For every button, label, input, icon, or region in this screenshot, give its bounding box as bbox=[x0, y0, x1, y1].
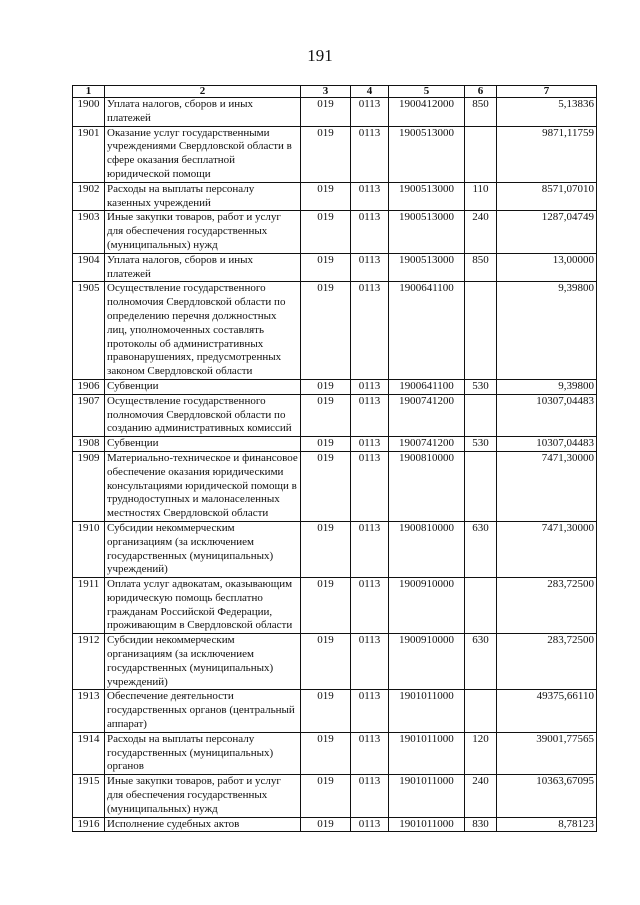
row-number: 1906 bbox=[73, 379, 105, 394]
section-code: 0113 bbox=[351, 126, 389, 182]
amount: 39001,77565 bbox=[497, 732, 597, 774]
column-header: 1 bbox=[73, 86, 105, 98]
target-item-code: 1900513000 bbox=[389, 182, 465, 211]
expense-type-code bbox=[465, 126, 497, 182]
row-number: 1904 bbox=[73, 253, 105, 282]
target-item-code: 1900910000 bbox=[389, 634, 465, 690]
column-header: 2 bbox=[105, 86, 301, 98]
row-name: Субсидии некоммерческим организациям (за исключением государственных (муниципальных) учреждений) bbox=[105, 521, 301, 577]
row-name: Субвенции bbox=[105, 437, 301, 452]
amount: 9,39800 bbox=[497, 282, 597, 380]
table-row bbox=[73, 394, 597, 436]
section-code: 0113 bbox=[351, 451, 389, 521]
row-name: Оплата услуг адвокатам, оказывающим юридическую помощь бесплатно гражданам Российской Федерации, проживающим в Свердловской области bbox=[105, 578, 301, 634]
target-item-code: 1900513000 bbox=[389, 126, 465, 182]
ministry-code: 019 bbox=[301, 578, 351, 634]
amount: 8,78123 bbox=[497, 817, 597, 832]
table-row bbox=[73, 578, 597, 634]
ministry-code: 019 bbox=[301, 732, 351, 774]
amount: 8571,07010 bbox=[497, 182, 597, 211]
section-code: 0113 bbox=[351, 182, 389, 211]
ministry-code: 019 bbox=[301, 126, 351, 182]
amount: 13,00000 bbox=[497, 253, 597, 282]
section-code: 0113 bbox=[351, 732, 389, 774]
row-number: 1915 bbox=[73, 775, 105, 817]
table-row bbox=[73, 732, 597, 774]
expense-type-code: 850 bbox=[465, 98, 497, 127]
amount: 9871,11759 bbox=[497, 126, 597, 182]
table-row bbox=[73, 98, 597, 127]
table-row bbox=[73, 817, 597, 832]
amount: 283,72500 bbox=[497, 578, 597, 634]
table-header-row bbox=[73, 86, 597, 98]
amount: 1287,04749 bbox=[497, 211, 597, 253]
ministry-code: 019 bbox=[301, 394, 351, 436]
ministry-code: 019 bbox=[301, 521, 351, 577]
ministry-code: 019 bbox=[301, 437, 351, 452]
expense-type-code bbox=[465, 394, 497, 436]
section-code: 0113 bbox=[351, 775, 389, 817]
amount: 7471,30000 bbox=[497, 521, 597, 577]
ministry-code: 019 bbox=[301, 379, 351, 394]
expense-type-code: 240 bbox=[465, 211, 497, 253]
row-name: Оказание услуг государственными учреждениями Свердловской области в сфере оказания бесплатной юридической помощи bbox=[105, 126, 301, 182]
row-name: Субсидии некоммерческим организациям (за исключением государственных (муниципальных) учреждений) bbox=[105, 634, 301, 690]
column-header: 3 bbox=[301, 86, 351, 98]
row-number: 1914 bbox=[73, 732, 105, 774]
expense-type-code: 850 bbox=[465, 253, 497, 282]
row-name: Материально-техническое и финансовое обеспечение оказания юридическими консультациями юридической помощи в труднодоступных и малонаселенных местностях Свердловской области bbox=[105, 451, 301, 521]
amount: 49375,66110 bbox=[497, 690, 597, 732]
section-code: 0113 bbox=[351, 98, 389, 127]
row-name: Уплата налогов, сборов и иных платежей bbox=[105, 98, 301, 127]
amount: 7471,30000 bbox=[497, 451, 597, 521]
expense-type-code: 630 bbox=[465, 634, 497, 690]
row-name: Обеспечение деятельности государственных органов (центральный аппарат) bbox=[105, 690, 301, 732]
section-code: 0113 bbox=[351, 253, 389, 282]
row-name: Исполнение судебных актов bbox=[105, 817, 301, 832]
section-code: 0113 bbox=[351, 634, 389, 690]
ministry-code: 019 bbox=[301, 690, 351, 732]
row-name: Иные закупки товаров, работ и услуг для обеспечения государственных (муниципальных) нужд bbox=[105, 211, 301, 253]
table-row bbox=[73, 775, 597, 817]
expense-type-code bbox=[465, 578, 497, 634]
row-number: 1916 bbox=[73, 817, 105, 832]
target-item-code: 1900741200 bbox=[389, 394, 465, 436]
target-item-code: 1901011000 bbox=[389, 775, 465, 817]
expense-type-code: 530 bbox=[465, 437, 497, 452]
target-item-code: 1900641100 bbox=[389, 282, 465, 380]
section-code: 0113 bbox=[351, 437, 389, 452]
section-code: 0113 bbox=[351, 282, 389, 380]
target-item-code: 1900810000 bbox=[389, 451, 465, 521]
expense-type-code: 240 bbox=[465, 775, 497, 817]
ministry-code: 019 bbox=[301, 98, 351, 127]
column-header: 7 bbox=[497, 86, 597, 98]
column-header: 5 bbox=[389, 86, 465, 98]
ministry-code: 019 bbox=[301, 775, 351, 817]
table-row bbox=[73, 182, 597, 211]
ministry-code: 019 bbox=[301, 451, 351, 521]
table-body bbox=[73, 98, 597, 832]
ministry-code: 019 bbox=[301, 817, 351, 832]
row-name: Осуществление государственного полномочия Свердловской области по определению перечня должностных лиц, уполномоченных составлять протоколы об административных правонарушениях, предусмотренных законом Свердловской области bbox=[105, 282, 301, 380]
expense-type-code: 120 bbox=[465, 732, 497, 774]
table-row bbox=[73, 126, 597, 182]
target-item-code: 1900412000 bbox=[389, 98, 465, 127]
row-number: 1910 bbox=[73, 521, 105, 577]
target-item-code: 1901011000 bbox=[389, 817, 465, 832]
section-code: 0113 bbox=[351, 578, 389, 634]
expense-type-code: 530 bbox=[465, 379, 497, 394]
section-code: 0113 bbox=[351, 394, 389, 436]
row-number: 1905 bbox=[73, 282, 105, 380]
section-code: 0113 bbox=[351, 211, 389, 253]
column-header: 4 bbox=[351, 86, 389, 98]
amount: 10307,04483 bbox=[497, 437, 597, 452]
table-row bbox=[73, 211, 597, 253]
target-item-code: 1900513000 bbox=[389, 253, 465, 282]
row-number: 1902 bbox=[73, 182, 105, 211]
row-name: Осуществление государственного полномочия Свердловской области по созданию административных комиссий bbox=[105, 394, 301, 436]
table-row bbox=[73, 634, 597, 690]
ministry-code: 019 bbox=[301, 634, 351, 690]
target-item-code: 1901011000 bbox=[389, 732, 465, 774]
row-number: 1907 bbox=[73, 394, 105, 436]
amount: 283,72500 bbox=[497, 634, 597, 690]
table-row bbox=[73, 690, 597, 732]
amount: 10307,04483 bbox=[497, 394, 597, 436]
row-number: 1913 bbox=[73, 690, 105, 732]
expense-type-code bbox=[465, 451, 497, 521]
target-item-code: 1901011000 bbox=[389, 690, 465, 732]
row-number: 1912 bbox=[73, 634, 105, 690]
amount: 9,39800 bbox=[497, 379, 597, 394]
page-number: 191 bbox=[307, 46, 333, 65]
expense-type-code bbox=[465, 690, 497, 732]
section-code: 0113 bbox=[351, 379, 389, 394]
table-row bbox=[73, 253, 597, 282]
section-code: 0113 bbox=[351, 817, 389, 832]
row-name: Расходы на выплаты персоналу государственных (муниципальных) органов bbox=[105, 732, 301, 774]
row-name: Уплата налогов, сборов и иных платежей bbox=[105, 253, 301, 282]
amount: 10363,67095 bbox=[497, 775, 597, 817]
section-code: 0113 bbox=[351, 690, 389, 732]
target-item-code: 1900641100 bbox=[389, 379, 465, 394]
row-name: Субвенции bbox=[105, 379, 301, 394]
amount: 5,13836 bbox=[497, 98, 597, 127]
row-number: 1900 bbox=[73, 98, 105, 127]
column-header: 6 bbox=[465, 86, 497, 98]
row-name: Расходы на выплаты персоналу казенных учреждений bbox=[105, 182, 301, 211]
ministry-code: 019 bbox=[301, 282, 351, 380]
expense-type-code bbox=[465, 282, 497, 380]
budget-table bbox=[72, 85, 597, 832]
table-row bbox=[73, 451, 597, 521]
target-item-code: 1900910000 bbox=[389, 578, 465, 634]
expense-type-code: 630 bbox=[465, 521, 497, 577]
expense-type-code: 110 bbox=[465, 182, 497, 211]
row-number: 1911 bbox=[73, 578, 105, 634]
ministry-code: 019 bbox=[301, 182, 351, 211]
ministry-code: 019 bbox=[301, 211, 351, 253]
target-item-code: 1900513000 bbox=[389, 211, 465, 253]
table-row bbox=[73, 379, 597, 394]
table-row bbox=[73, 437, 597, 452]
expense-type-code: 830 bbox=[465, 817, 497, 832]
target-item-code: 1900741200 bbox=[389, 437, 465, 452]
section-code: 0113 bbox=[351, 521, 389, 577]
row-number: 1903 bbox=[73, 211, 105, 253]
table-row bbox=[73, 282, 597, 380]
row-number: 1909 bbox=[73, 451, 105, 521]
row-number: 1901 bbox=[73, 126, 105, 182]
row-number: 1908 bbox=[73, 437, 105, 452]
table-row bbox=[73, 521, 597, 577]
target-item-code: 1900810000 bbox=[389, 521, 465, 577]
row-name: Иные закупки товаров, работ и услуг для обеспечения государственных (муниципальных) нужд bbox=[105, 775, 301, 817]
ministry-code: 019 bbox=[301, 253, 351, 282]
